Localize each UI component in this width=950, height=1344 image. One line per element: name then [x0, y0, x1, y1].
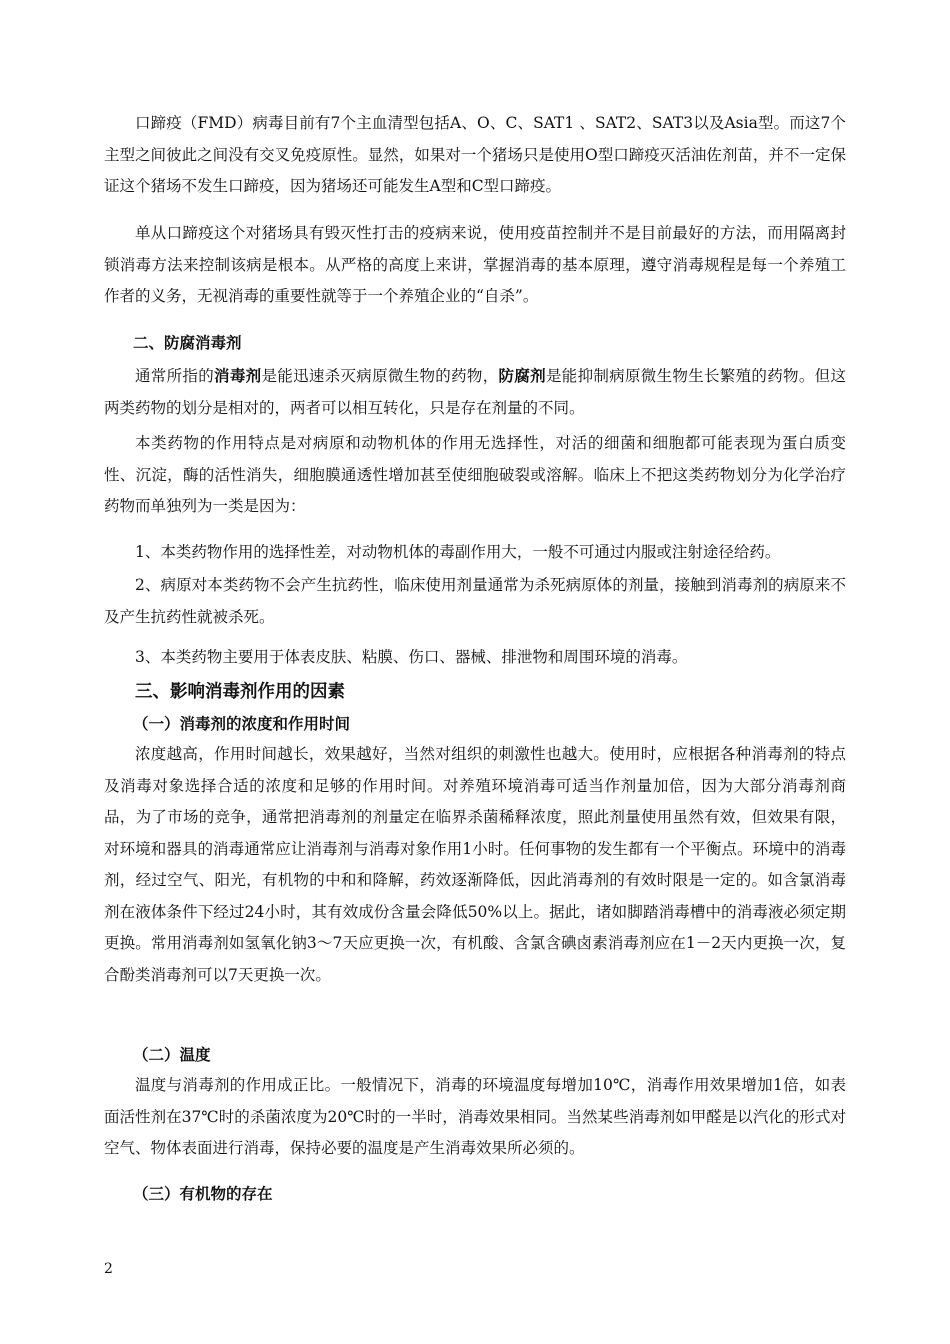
heading-influencing-factors: 三、影响消毒剂作用的因素: [135, 682, 345, 702]
paragraph-disinfection-importance: 单从口蹄疫这个对猪场具有毁灭性打击的疫病来说，使用疫苗控制并不是目前最好的方法，而用隔离封锁消毒方法来控制该病是根本。从严格的高度上来讲，掌握消毒的基本原理，遵守消毒规程是每一个养殖工作者的义务，无视消毒的重要性就等于一个养殖企业的“自杀”。: [104, 224, 846, 305]
term-disinfectant: 消毒剂: [214, 366, 262, 385]
term-antiseptic: 防腐剂: [498, 366, 546, 385]
paragraph-temperature: 温度与消毒剂的作用成正比。一般情况下，消毒的环境温度每增加10℃，消毒作用效果增加1倍，如表面活性剂在37℃时的杀菌浓度为20℃时的一半时，消毒效果相同。当然某些消毒剂如甲醛是以汽化的形式对空气、物体表面进行消毒，保持必要的温度是产生消毒效果所必须的。: [104, 1076, 846, 1157]
heading-concentration-time: （一）消毒剂的浓度和作用时间: [133, 714, 351, 733]
heading-temperature: （二）温度: [133, 1045, 211, 1064]
list-item-2: 2、病原对本类药物不会产生抗药性，临床使用剂量通常为杀死病原体的剂量，接触到消毒剂的病原来不及产生抗药性就被杀死。: [104, 576, 846, 626]
definition-text-a: 通常所指的: [135, 367, 215, 385]
paragraph-action-characteristics: 本类药物的作用特点是对病原和动物机体的作用无选择性，对活的细菌和细胞都可能表现为蛋白质变性、沉淀，酶的活性消失，细胞膜通透性增加甚至使细胞破裂或溶解。临床上不把这类药物划分为化学治疗药物而单独列为一类是因为：: [104, 434, 846, 515]
page-number: 2: [104, 1261, 113, 1277]
paragraph-definition: [104, 360, 846, 424]
definition-text-e: 是能抑制病原微生物生长繁殖的药物。但这两类药物的划分是相对的，两者可以相互转化，只是存在剂量的不同。: [104, 367, 846, 417]
heading-antiseptic-disinfectant: 二、防腐消毒剂: [133, 333, 242, 352]
definition-text-c: 是能迅速杀灭病原微生物的药物，: [261, 367, 499, 385]
paragraph-fmd-serotypes: 口蹄疫（FMD）病毒目前有7个主血清型包括A、O、C、SAT1 、SAT2、SAT3以及Asia型。而这7个主型之间彼此之间没有交叉免疫原性。显然，如果对一个猪场只是使用O型口蹄疫灭活油佐剂苗，并不一定保证这个猪场不发生口蹄疫，因为猪场还可能发生A型和C型口蹄疫。: [104, 114, 846, 195]
list-item-3: 3、本类药物主要用于体表皮肤、粘膜、伤口、器械、排泄物和周围环境的消毒。: [135, 648, 688, 666]
paragraph-concentration-time: 浓度越高，作用时间越长，效果越好，当然对组织的刺激性也越大。使用时，应根据各种消毒剂的特点及消毒对象选择合适的浓度和足够的作用时间。对养殖环境消毒可适当作剂量加倍，因为大部分消毒剂商品，为了市场的竞争，通常把消毒剂的剂量定在临界杀菌稀释浓度，照此剂量使用虽然有效，但效果有限，对环境和器具的消毒通常应让消毒剂与消毒对象作用1小时。任何事物的发生都有一个平衡点。环境中的消毒剂，经过空气、阳光，有机物的中和和降解，药效逐渐降低，因此消毒剂的有效时限是一定的。如含氯消毒剂在液体条件下经过24小时，其有效成份含量会降低50%以上。据此，诸如脚踏消毒槽中的消毒液必须定期更换。常用消毒剂如氢氧化钠3～7天应更换一次，有机酸、含氯含碘卤素消毒剂应在1－2天内更换一次，复合酚类消毒剂可以7天更换一次。: [104, 745, 846, 984]
list-item-1: 1、本类药物作用的选择性差，对动物机体的毒副作用大，一般不可通过内服或注射途径给药。: [135, 543, 781, 561]
heading-organic-matter: （三）有机物的存在: [133, 1184, 273, 1203]
